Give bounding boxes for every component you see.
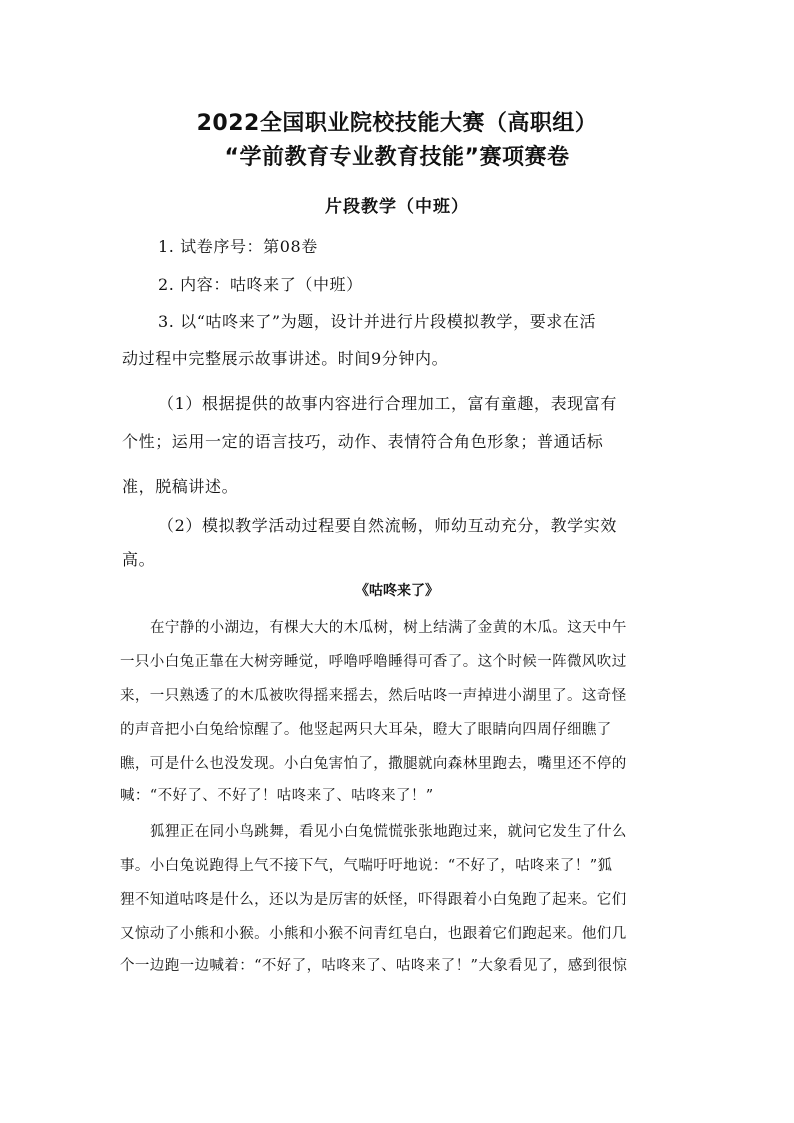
section-title: 片段教学（中班） — [325, 197, 469, 217]
story-line: 的声音把小白兔给惊醒了。他竖起两只大耳朵，瞪大了眼睛向四周仔细瞧了 — [120, 722, 612, 738]
item-task-line1: 3. 以“咕咚来了”为题，设计并进行片段模拟教学，要求在活 — [158, 312, 597, 331]
item-task-line2: 动过程中完整展示故事讲述。时间9分钟内。 — [122, 349, 449, 368]
story-line: 来，一只熟透了的木瓜被吹得摇来摇去，然后咕咚一声掉进小湖里了。这奇怪 — [120, 688, 627, 704]
item-content: 2. 内容：咕咚来了（中班） — [158, 275, 363, 294]
requirement2-line1: （2）模拟教学活动过程要自然流畅，师幼互动充分，教学实效 — [158, 516, 617, 535]
story-line: 狸不知道咕咚是什么，还以为是厉害的妖怪，吓得跟着小白兔跑了起来。它们 — [120, 892, 627, 908]
story-line: 事。小白兔说跑得上气不接下气，气喘吁吁地说：“不好了，咕咚来了！”狐 — [120, 858, 613, 874]
requirement1-line1: （1）根据提供的故事内容进行合理加工，富有童趣，表现富有 — [158, 394, 617, 413]
story-line: 又惊动了小熊和小猴。小熊和小猴不问青红皂白，也跟着它们跑起来。他们几 — [120, 926, 627, 942]
document-title-line2: “学前教育专业教育技能”赛项赛卷 — [224, 145, 570, 170]
requirement1-line3: 准，脱稿讲述。 — [122, 477, 239, 496]
requirement1-line2: 个性；运用一定的语言技巧，动作、表情符合角色形象；普通话标 — [122, 432, 604, 451]
requirement2-line2: 高。 — [122, 550, 156, 569]
story-title: 《咕咚来了》 — [355, 583, 439, 599]
item-exam-number: 1. 试卷序号：第08卷 — [158, 237, 318, 256]
story-line: 瞧，可是什么也没发现。小白兔害怕了，撒腿就向森林里跑去，嘴里还不停的 — [120, 756, 627, 772]
story-line: 在宁静的小湖边，有棵大大的木瓜树，树上结满了金黄的木瓜。这天中午 — [150, 620, 627, 636]
story-line: 喊：“不好了、不好了！咕咚来了、咕咚来了！” — [120, 788, 434, 804]
document-title-line1: 2022全国职业院校技能大赛（高职组） — [196, 111, 598, 136]
story-line: 一只小白兔正靠在大树旁睡觉，呼噜呼噜睡得可香了。这个时候一阵微风吹过 — [120, 654, 627, 670]
story-line: 狐狸正在同小鸟跳舞，看见小白兔慌慌张张地跑过来，就问它发生了什么 — [150, 824, 627, 840]
story-line: 个一边跑一边喊着：“不好了，咕咚来了、咕咚来了！”大象看见了，感到很惊 — [120, 958, 628, 974]
